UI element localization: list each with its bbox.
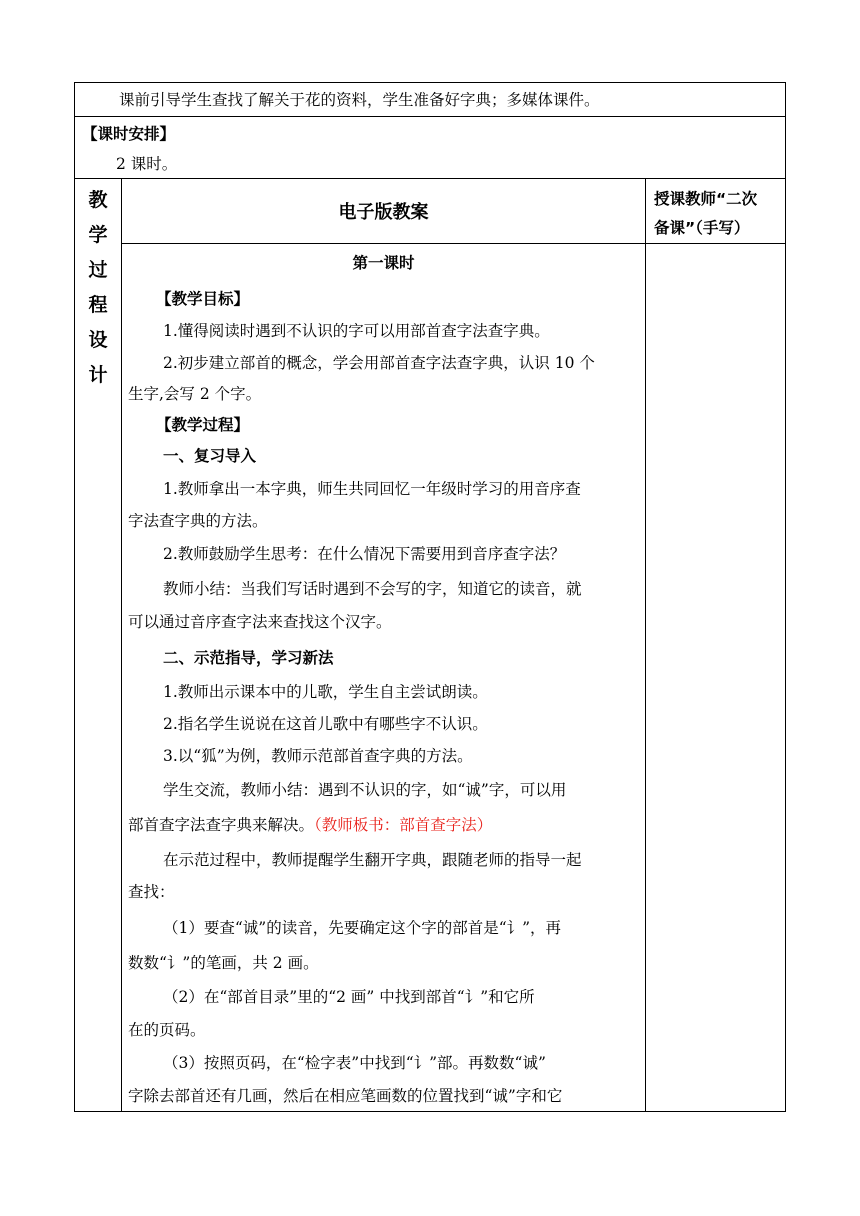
s1-p3-line-a: 教师小结：当我们写话时遇到不会写的字，知道它的读音，就: [163, 580, 582, 598]
table-border-bottom: [74, 1111, 786, 1112]
s1-p1-line-a: 1.教师拿出一本字典，师生共同回忆一年级时学习的用音序查: [163, 480, 581, 498]
table-border-left: [74, 82, 75, 1112]
s2-p1: 1.教师出示课本中的儿歌，学生自主尝试朗读。: [163, 683, 488, 701]
s2-p5-line-b: 查找：: [128, 883, 175, 901]
s2-p2: 2.指名学生说说在这首儿歌中有哪些字不认识。: [163, 715, 488, 733]
schedule-heading: 【课时安排】: [82, 125, 176, 143]
header-divider: [121, 243, 786, 244]
step-2-line-a: （2）在“部首目录”里的“2 画” 中找到部首“讠”和它所: [163, 988, 535, 1006]
s1-p1-line-b: 字法查字典的方法。: [128, 512, 268, 530]
schedule-text: 2 课时。: [116, 155, 178, 173]
side-char: 教: [88, 189, 108, 211]
header-right-line2: 备课”（手写）: [654, 219, 750, 237]
side-label: [76, 183, 120, 393]
section-1-heading: 一、复习导入: [163, 447, 257, 465]
s2-p3: 3.以“狐”为例，教师示范部首查字典的方法。: [163, 747, 473, 765]
header-right-line1: 授课教师“二次: [654, 190, 758, 208]
goal-1: 1.懂得阅读时遇到不认识的字可以用部首查字法查字典。: [163, 322, 550, 340]
side-char: 计: [88, 364, 108, 386]
header-main: 电子版教案: [338, 202, 429, 223]
step-3-line-b: 字除去部首还有几画，然后在相应笔画数的位置找到“诚”字和它: [128, 1087, 563, 1105]
s1-p2: 2.教师鼓励学生思考：在什么情况下需要用到音序查字法？: [163, 545, 566, 563]
goal-2-line-a: 2.初步建立部首的概念，学会用部首查字法查字典，认识 10 个: [163, 354, 595, 372]
step-2-line-b: 在的页码。: [128, 1021, 206, 1039]
goal-2-line-b: 生字,会写 2 个字。: [128, 385, 262, 403]
row-divider-1: [74, 116, 786, 117]
row-divider-2: [74, 178, 786, 179]
section-2-heading: 二、示范指导，学习新法: [163, 649, 334, 667]
s2-p4-line-a: 学生交流，教师小结：遇到不认识的字，如“诚”字，可以用: [163, 781, 567, 799]
prep-text: 课前引导学生查找了解关于花的资料，学生准备好字典；多媒体课件。: [119, 91, 600, 109]
side-char: 过: [88, 259, 108, 281]
s2-p5-line-a: 在示范过程中，教师提醒学生翻开字典，跟随老师的指导一起: [163, 851, 582, 869]
s2-p4-line-b-row: [128, 815, 492, 835]
col-divider-side: [121, 178, 122, 1112]
lesson-title: 第一课时: [352, 254, 415, 272]
step-1-line-a: （1）要查“诚”的读音，先要确定这个字的部首是“讠”，再: [163, 919, 562, 937]
table-border-right: [785, 82, 786, 1112]
table-border-top: [74, 82, 786, 83]
process-heading: 【教学过程】: [156, 416, 250, 434]
step-1-line-b: 数数“讠”的笔画，共 2 画。: [128, 954, 319, 972]
s1-p3-line-b: 可以通过音序查字法来查找这个汉字。: [128, 613, 392, 631]
step-3-line-a: （3）按照页码，在“检字表”中找到“讠”部。再数数“诚”: [163, 1054, 546, 1072]
side-char: 设: [88, 329, 108, 351]
col-divider-right: [645, 178, 646, 1112]
side-char: 学: [88, 224, 108, 246]
goals-heading: 【教学目标】: [156, 290, 250, 308]
side-char: 程: [88, 294, 108, 316]
s2-p4-line-b: 部首查字法查字典来解决。: [128, 816, 315, 834]
board-note-red: （教师板书：部首查字法）: [314, 816, 493, 834]
